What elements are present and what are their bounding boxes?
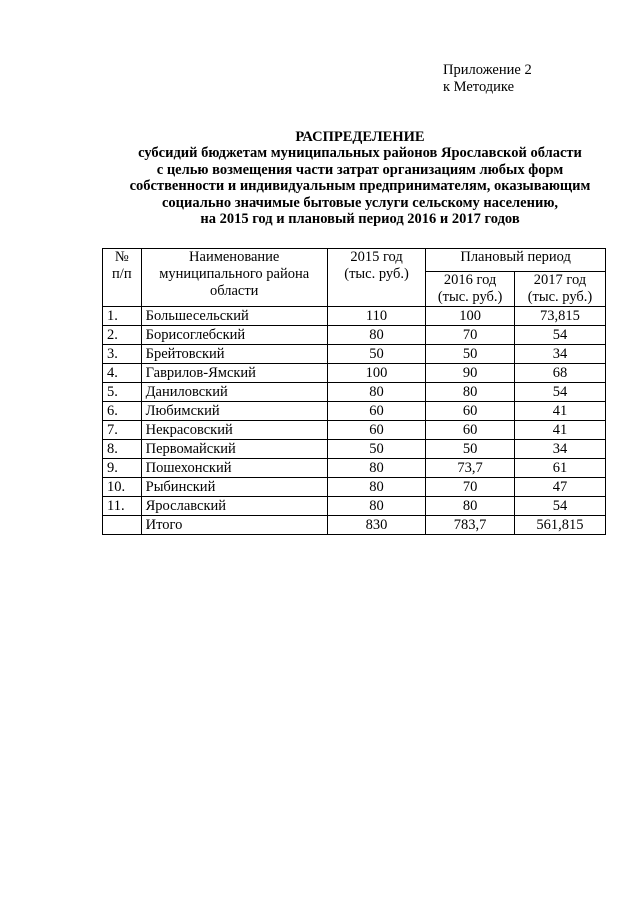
table-row: [103, 402, 606, 421]
row-number: 11.: [103, 497, 142, 516]
header-2016-line-1: 2016 год: [443, 272, 497, 288]
row-2016: 100: [426, 307, 515, 326]
row-2016: 90: [426, 364, 515, 383]
row-2017: 41: [514, 402, 605, 421]
row-number: 4.: [103, 364, 142, 383]
total-2015: 830: [327, 516, 425, 535]
row-district: Некрасовский: [141, 421, 327, 440]
header-name-line-1: Наименование: [189, 249, 280, 265]
row-district: Большесельский: [141, 307, 327, 326]
row-2015: 80: [327, 497, 425, 516]
row-2017: 68: [514, 364, 605, 383]
row-2015: 80: [327, 326, 425, 345]
row-2017: 54: [514, 326, 605, 345]
row-district: Пошехонский: [141, 459, 327, 478]
row-district: Даниловский: [141, 383, 327, 402]
row-2017: 73,815: [514, 307, 605, 326]
row-2015: 80: [327, 478, 425, 497]
row-district: Гаврилов-Ямский: [141, 364, 327, 383]
document-title: [60, 129, 640, 227]
row-2016: 80: [426, 383, 515, 402]
row-2017: 41: [514, 421, 605, 440]
table-header-row: [103, 249, 606, 272]
row-2017: 61: [514, 459, 605, 478]
header-number-line-2: п/п: [112, 266, 132, 282]
row-2016: 60: [426, 421, 515, 440]
header-2015: [327, 249, 425, 307]
row-2015: 60: [327, 421, 425, 440]
total-number: [103, 516, 142, 535]
appendix-line-2: к Методике: [443, 79, 515, 95]
title-line-2: с целью возмещения части затрат организациям любых форм: [156, 161, 564, 178]
total-2017: 561,815: [514, 516, 605, 535]
row-2017: 54: [514, 497, 605, 516]
header-district-name: [141, 249, 327, 307]
row-number: 5.: [103, 383, 142, 402]
row-number: 1.: [103, 307, 142, 326]
header-2016-line-2: (тыс. руб.): [437, 289, 503, 305]
table-row: [103, 459, 606, 478]
appendix-line-1: Приложение 2: [443, 62, 532, 78]
row-number: 8.: [103, 440, 142, 459]
row-2016: 60: [426, 402, 515, 421]
row-2016: 73,7: [426, 459, 515, 478]
row-2015: 60: [327, 402, 425, 421]
row-2016: 80: [426, 497, 515, 516]
header-2017: [514, 272, 605, 307]
total-label: Итого: [141, 516, 327, 535]
row-2017: 34: [514, 440, 605, 459]
table-row: [103, 383, 606, 402]
header-plan-period: Плановый период: [426, 249, 606, 272]
row-2015: 100: [327, 364, 425, 383]
header-2016: [426, 272, 515, 307]
title-line-1: субсидий бюджетам муниципальных районов Ярославской области: [138, 145, 582, 162]
appendix-note: [443, 62, 532, 96]
row-2017: 54: [514, 383, 605, 402]
table-row: [103, 440, 606, 459]
header-name-line-3: области: [209, 283, 259, 299]
table-row: [103, 497, 606, 516]
title-line-4: социально значимые бытовые услуги сельскому населению,: [161, 194, 559, 211]
row-district: Любимский: [141, 402, 327, 421]
table-row: [103, 421, 606, 440]
title-line-3: собственности и индивидуальным предпринимателям, оказывающим: [129, 178, 591, 195]
distribution-table: [102, 248, 606, 535]
table-row: [103, 326, 606, 345]
title-heading: РАСПРЕДЕЛЕНИЕ: [295, 129, 425, 145]
title-line-5: на 2015 год и плановый период 2016 и 2017 годов: [200, 211, 520, 228]
row-2016: 50: [426, 440, 515, 459]
row-2015: 110: [327, 307, 425, 326]
row-2017: 34: [514, 345, 605, 364]
header-2015-line-2: (тыс. руб.): [344, 266, 409, 282]
row-2015: 50: [327, 440, 425, 459]
row-number: 6.: [103, 402, 142, 421]
row-number: 2.: [103, 326, 142, 345]
header-number-line-1: №: [114, 249, 129, 265]
row-number: 3.: [103, 345, 142, 364]
row-number: 9.: [103, 459, 142, 478]
total-2016: 783,7: [426, 516, 515, 535]
table-row: [103, 364, 606, 383]
row-2016: 70: [426, 326, 515, 345]
row-district: Ярославский: [141, 497, 327, 516]
table-row: [103, 307, 606, 326]
row-number: 7.: [103, 421, 142, 440]
table-row: [103, 478, 606, 497]
header-2015-line-1: 2015 год: [350, 249, 403, 265]
header-number: [103, 249, 142, 307]
row-2016: 50: [426, 345, 515, 364]
row-2016: 70: [426, 478, 515, 497]
row-2017: 47: [514, 478, 605, 497]
row-2015: 80: [327, 383, 425, 402]
header-name-line-2: муниципального района: [159, 266, 310, 282]
header-2017-line-1: 2017 год: [533, 272, 587, 288]
row-2015: 50: [327, 345, 425, 364]
row-district: Брейтовский: [141, 345, 327, 364]
row-district: Борисоглебский: [141, 326, 327, 345]
table-total-row: [103, 516, 606, 535]
table-row: [103, 345, 606, 364]
row-district: Рыбинский: [141, 478, 327, 497]
row-number: 10.: [103, 478, 142, 497]
row-2015: 80: [327, 459, 425, 478]
header-2017-line-2: (тыс. руб.): [527, 289, 593, 305]
row-district: Первомайский: [141, 440, 327, 459]
